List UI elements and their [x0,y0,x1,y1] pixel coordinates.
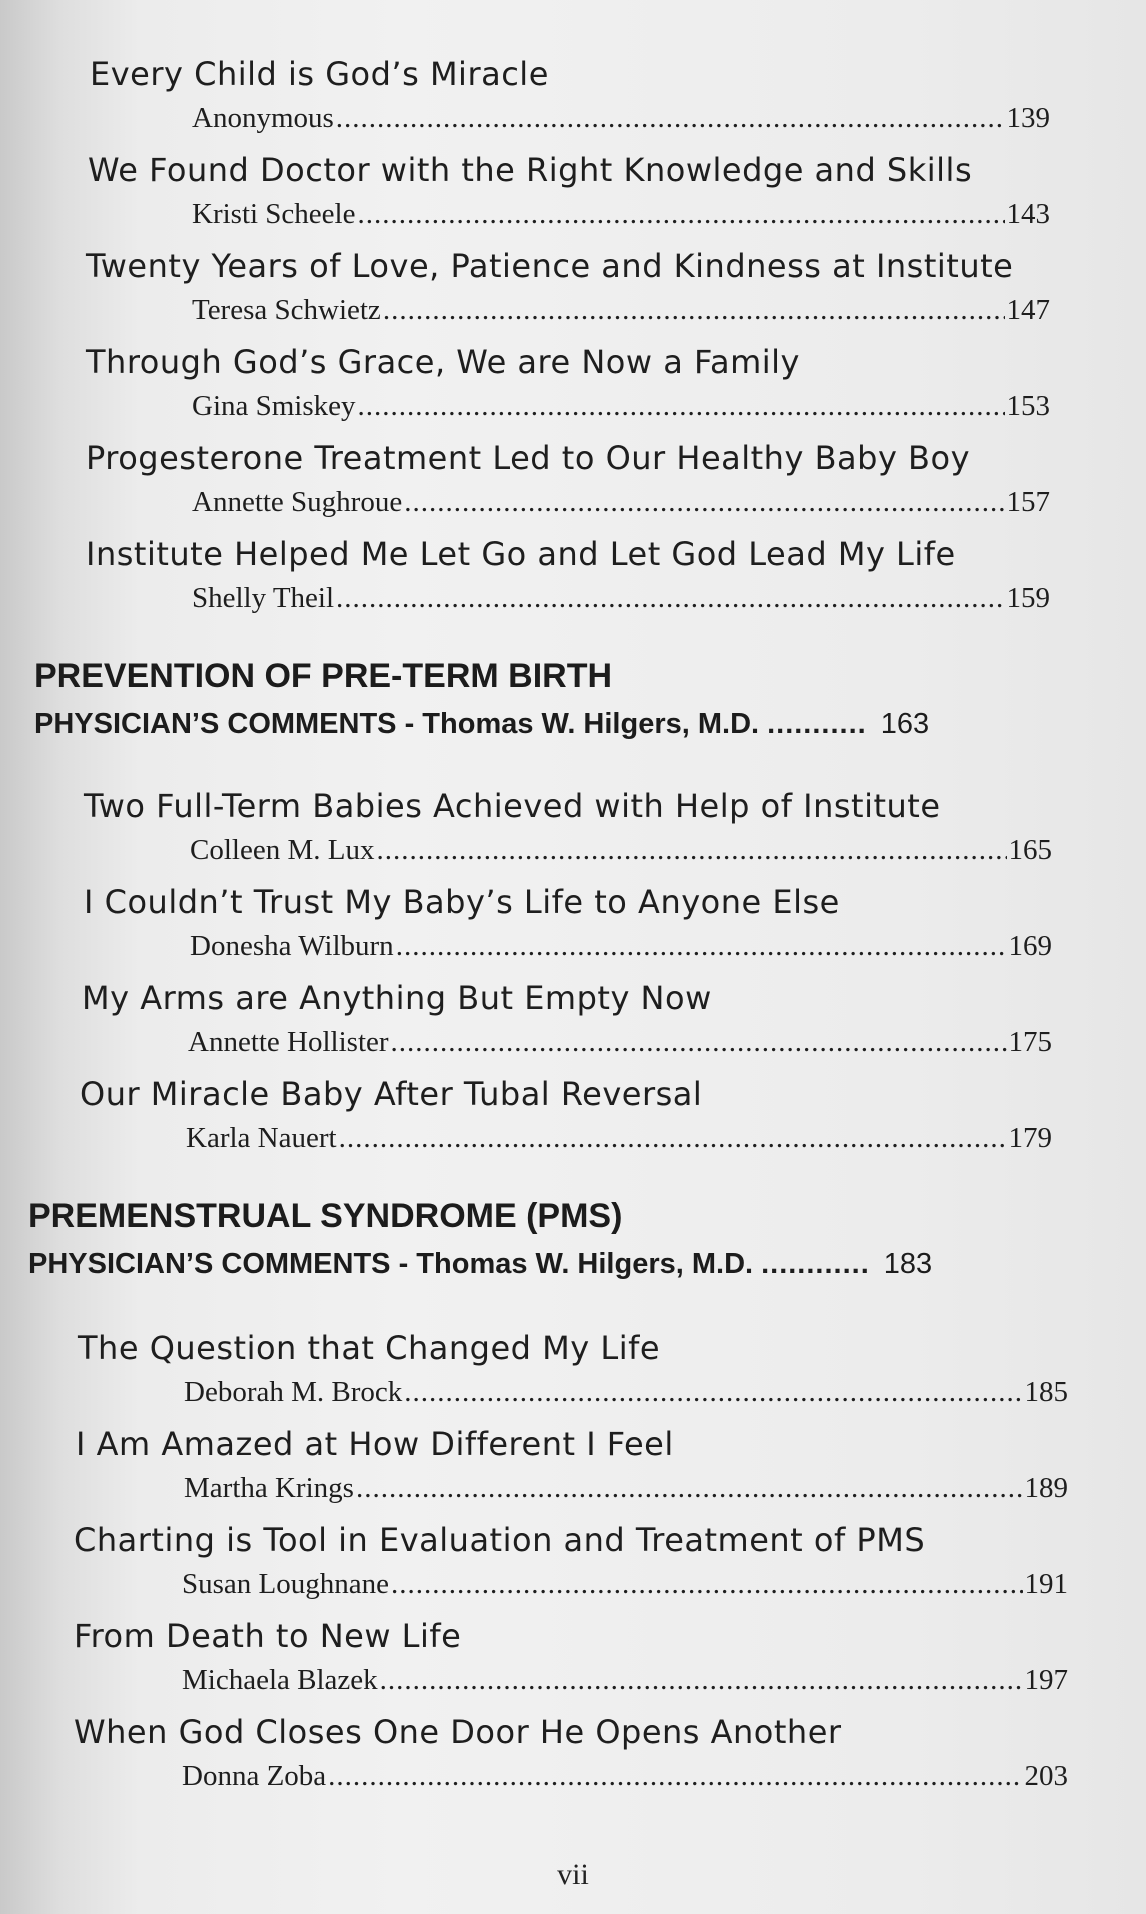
entry-author-line [86,384,1050,436]
toc-entry [0,1422,1068,1518]
entry-page-number: 143 [1006,198,1050,230]
section-heading: PREMENSTRUAL SYNDROME (PMS) [28,1197,623,1235]
toc-section-pms [0,1194,1146,1806]
entry-page-number: 169 [1008,930,1052,962]
toc-entry [0,148,1050,244]
entry-title: We Found Doctor with the Right Knowledge and Skills [88,151,973,189]
entry-author: Annette Hollister [188,1026,389,1058]
leader-dots [336,96,1005,140]
entry-page-number: 153 [1006,390,1050,422]
toc-entry [0,1710,1068,1806]
toc-entry [0,340,1050,436]
entry-author-line [74,1658,1068,1710]
toc-section-continued [0,52,1146,628]
entry-title: Through God’s Grace, We are Now a Family [86,343,800,381]
leader-dots [380,1658,1023,1702]
entry-page-number: 147 [1006,294,1050,326]
entry-author-line [86,480,1050,532]
entry-author-line [88,192,1050,244]
entry-author: Anonymous [192,102,334,134]
entry-title: I Am Amazed at How Different I Feel [76,1425,674,1463]
entry-page-number: 165 [1008,834,1052,866]
entry-title: Our Miracle Baby After Tubal Reversal [80,1075,703,1113]
entry-author-line [82,1020,1052,1072]
entry-title: Progesterone Treatment Led to Our Healthy Baby Boy [86,439,971,477]
entry-author: Donna Zoba [182,1760,327,1792]
entry-author: Colleen M. Lux [190,834,375,866]
leader-dots [396,924,1007,968]
entry-title: Institute Helped Me Let Go and Let God Lead My Life [86,535,956,573]
entry-page-number: 175 [1008,1026,1052,1058]
section-heading: PREVENTION OF PRE-TERM BIRTH [34,657,613,695]
toc-entry [0,52,1050,148]
leader-dots [328,1754,1022,1798]
entry-author-line [78,1370,1068,1422]
leader-dots [339,1116,1007,1160]
entry-page-number: 189 [1024,1472,1068,1504]
toc-entry [0,880,1052,976]
physician-comments-page: 163 [880,708,930,740]
entry-title: Charting is Tool in Evaluation and Treatment of PMS [74,1521,926,1559]
entry-author: Teresa Schwietz [192,294,381,326]
physician-comments-page: 183 [883,1248,933,1280]
entry-page-number: 159 [1006,582,1050,614]
leader-dots [376,828,1006,872]
entry-author: Gina Smiskey [192,390,356,422]
leader-dots: ............ [761,1248,870,1280]
entry-title: Two Full-Term Babies Achieved with Help of Institute [84,787,941,825]
physician-comments-line [0,1242,1146,1298]
toc-section-preterm-birth [0,654,1146,1168]
entry-author-line [74,1562,1068,1614]
entry-author-line [74,1754,1068,1806]
toc-entry [0,532,1050,628]
leader-dots [383,288,1005,332]
entry-author: Karla Nauert [186,1122,337,1154]
entry-title: Twenty Years of Love, Patience and Kindness at Institute [86,247,1014,285]
toc-entry [0,1072,1052,1168]
leader-dots [404,1370,1022,1414]
entry-title: My Arms are Anything But Empty Now [82,979,712,1017]
entry-author: Michaela Blazek [182,1664,378,1696]
entry-page-number: 203 [1024,1760,1068,1792]
entry-page-number: 197 [1024,1664,1068,1696]
entry-author: Susan Loughnane [182,1568,389,1600]
entry-author: Martha Krings [184,1472,354,1504]
entry-author-line [80,1116,1052,1168]
entry-title: Every Child is God’s Miracle [90,55,549,93]
entry-page-number: 139 [1006,102,1050,134]
leader-dots [356,1466,1023,1510]
entry-title: I Couldn’t Trust My Baby’s Life to Anyone Else [84,883,840,921]
leader-dots [404,480,1004,524]
toc-entry [0,1518,1068,1614]
entry-page-number: 157 [1006,486,1050,518]
page-folio: vii [557,1858,589,1891]
entry-author: Annette Sughroue [192,486,403,518]
leader-dots [358,384,1005,428]
entry-title: When God Closes One Door He Opens Another [74,1713,842,1751]
toc-entry [0,976,1052,1072]
entry-author-line [84,924,1052,976]
leader-dots [391,1020,1007,1064]
entry-page-number: 185 [1024,1376,1068,1408]
entry-title: From Death to New Life [74,1617,462,1655]
toc-entry [0,1614,1068,1710]
physician-comments-label: PHYSICIAN’S COMMENTS - Thomas W. Hilgers, M.D. [34,708,760,740]
entry-author-line [90,96,1050,148]
leader-dots: ........... [767,708,867,740]
entry-author: Deborah M. Brock [184,1376,403,1408]
entry-page-number: 191 [1024,1568,1068,1600]
leader-dots [391,1562,1023,1606]
leader-dots [336,576,1004,620]
entry-page-number: 179 [1008,1122,1052,1154]
entry-title: The Question that Changed My Life [78,1329,661,1367]
physician-comments-line [0,702,1146,758]
entry-author-line [76,1466,1068,1518]
entry-author: Kristi Scheele [192,198,356,230]
toc-entry [0,1326,1068,1422]
entry-author-line [86,576,1050,628]
toc-entry [0,784,1052,880]
entry-author: Donesha Wilburn [190,930,394,962]
physician-comments-label: PHYSICIAN’S COMMENTS - Thomas W. Hilgers, M.D. [28,1248,754,1280]
toc-entry [0,436,1050,532]
entry-author-line [84,828,1052,880]
toc-entry [0,244,1050,340]
entry-author: Shelly Theil [192,582,335,614]
leader-dots [357,192,1004,236]
entry-author-line [86,288,1050,340]
